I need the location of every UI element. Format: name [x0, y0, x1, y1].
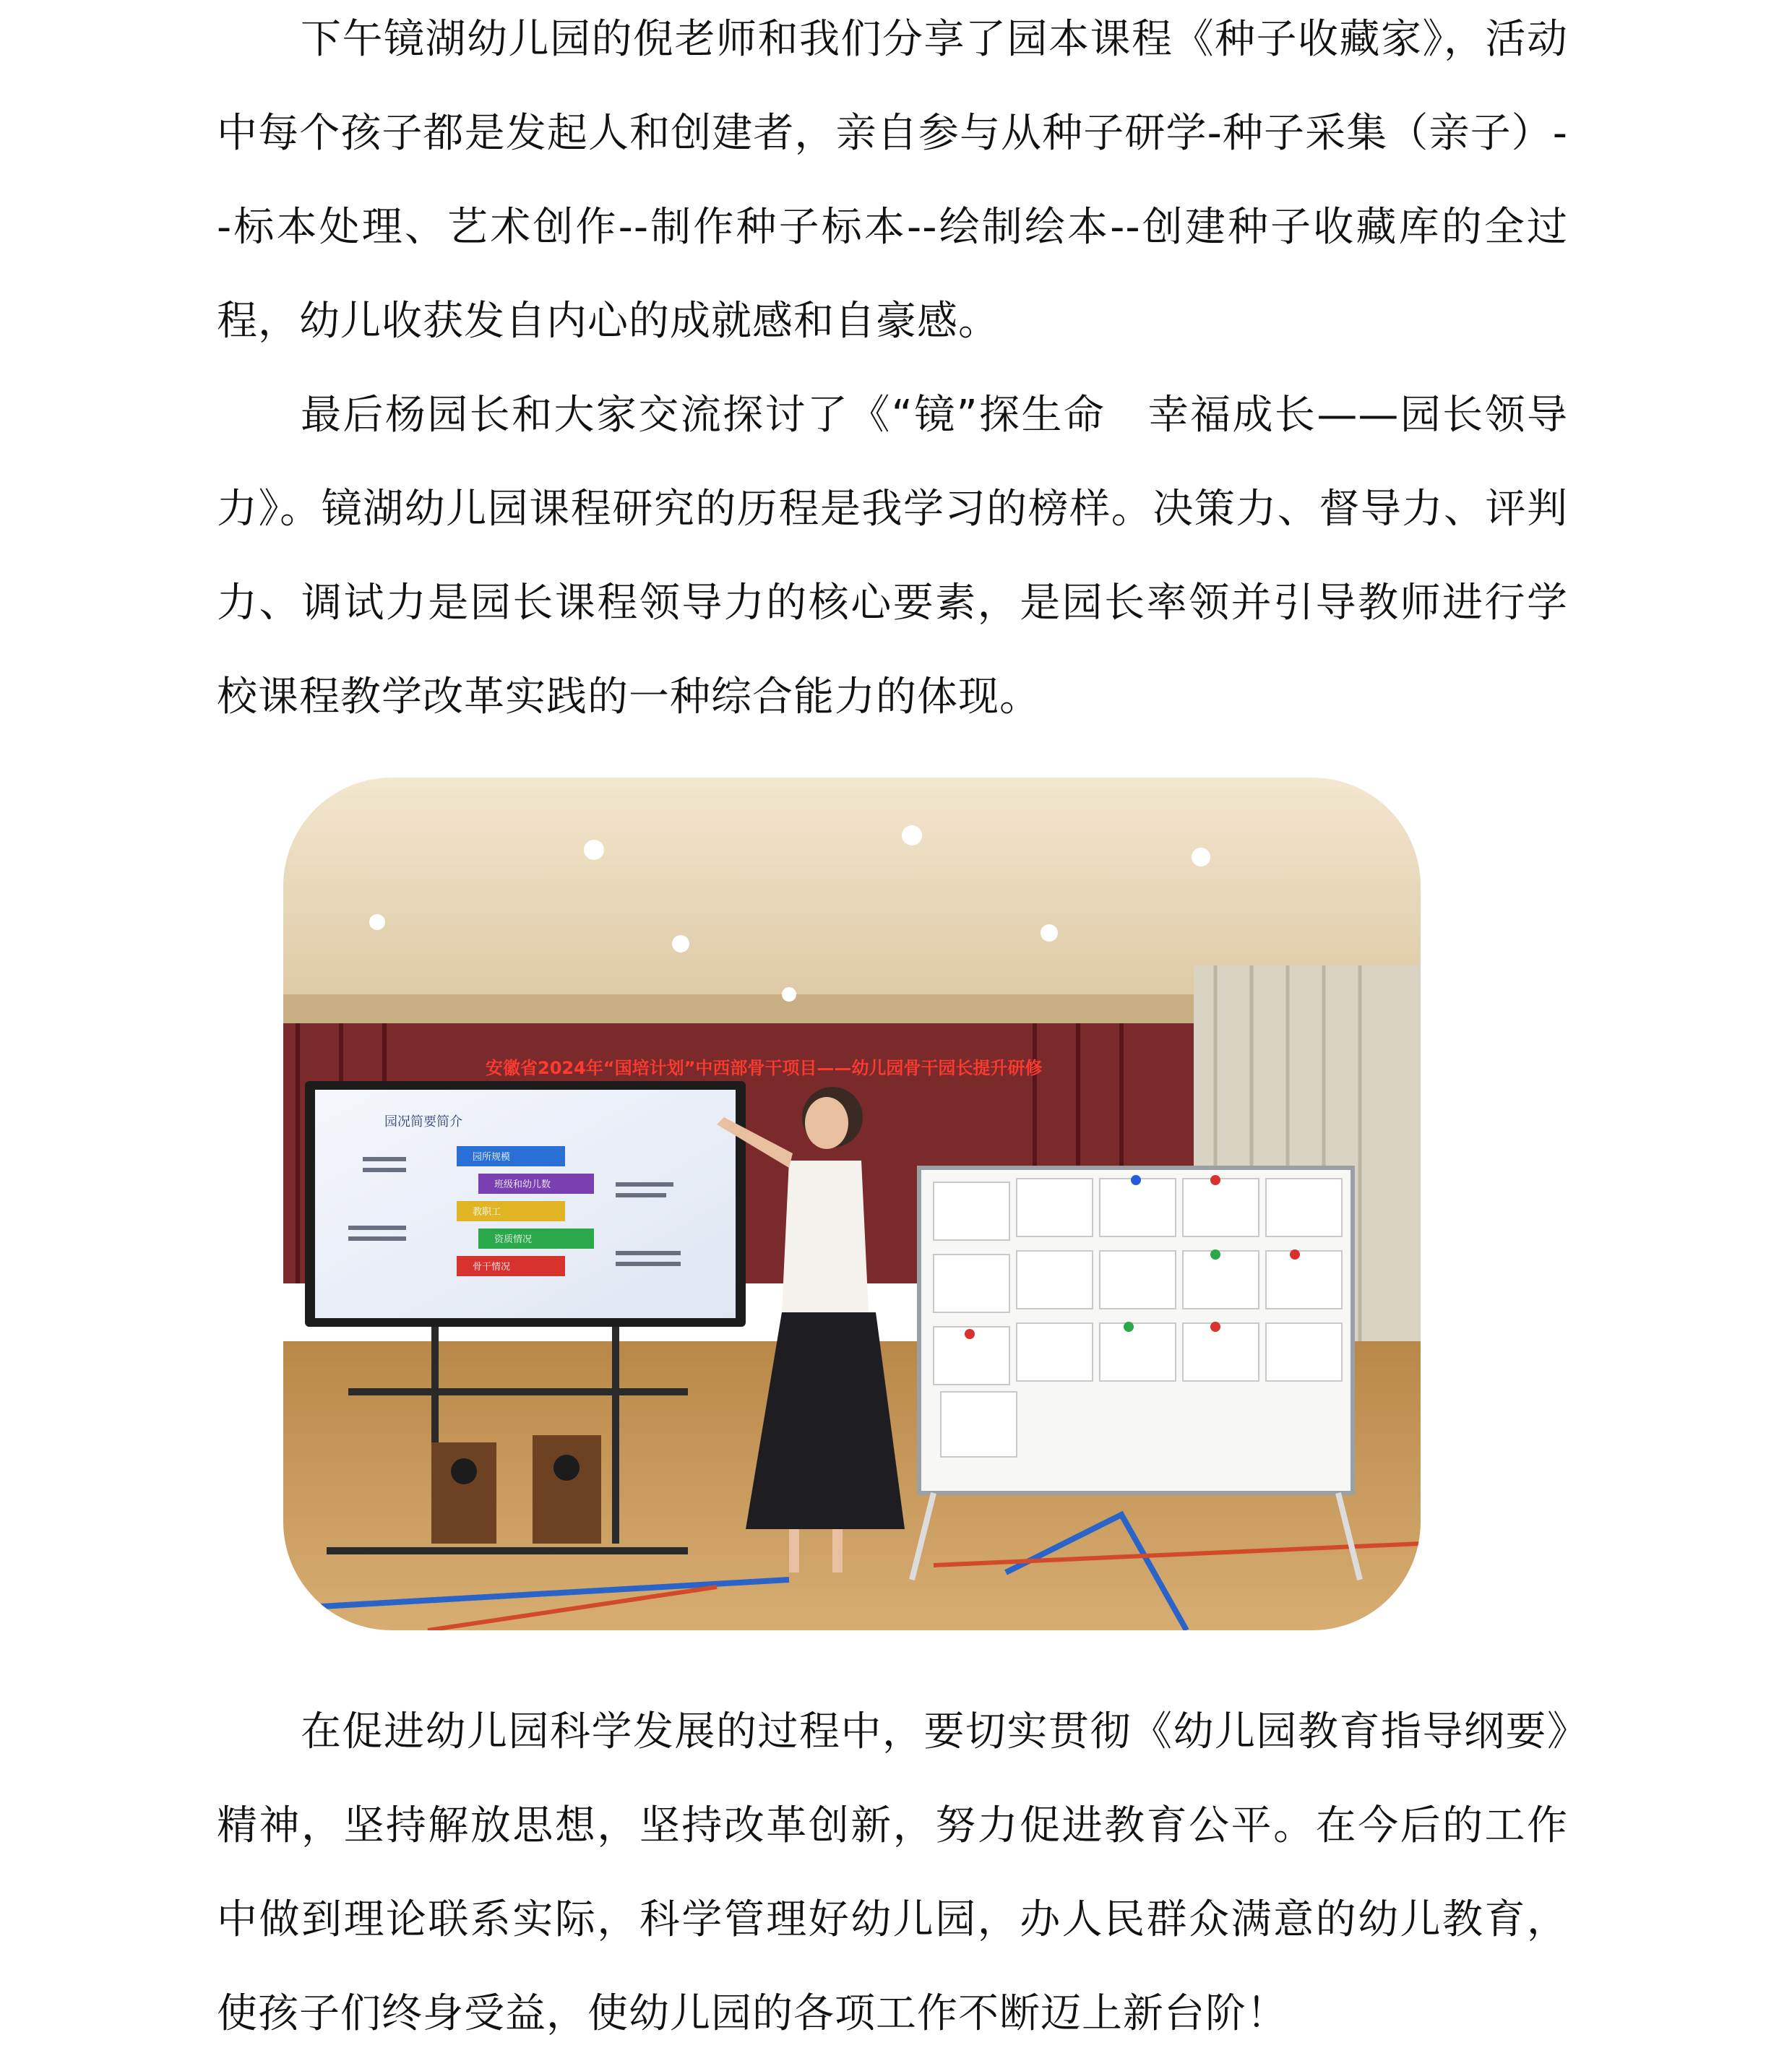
slide-item-5: 骨干情况 — [473, 1262, 511, 1273]
slide-title: 园况简要简介 — [384, 1114, 462, 1130]
slide-item-2: 班级和幼儿数 — [494, 1179, 551, 1190]
speaker-left — [431, 1442, 496, 1544]
slide-item-3: 教职工 — [473, 1207, 501, 1218]
banner-text: 安徽省2024年“国培计划”中西部骨干项目——幼儿园骨干园长提升研修 — [486, 1058, 1043, 1078]
lecture-photo — [283, 778, 1421, 1630]
paragraph-conclusion: 在促进幼儿园科学发展的过程中，要切实贯彻《幼儿园教育指导纲要》精神，坚持解放思想，坚持改革创新，努力促进教育公平。在今后的工作中做到理论联系实际，科学管理好幼儿园，办人民群众满意的幼儿教育，使孩子们终身受益，使幼儿园的各项工作不断迈上新台阶！ — [217, 1708, 1568, 2037]
speaker-right — [533, 1435, 601, 1544]
paragraph-leadership: 最后杨园长和大家交流探讨了《“镜”探生命 幸福成长——园长领导力》。镜湖幼儿园课程研究的历程是我学习的榜样。决策力、督导力、评判力、调试力是园长课程领导力的核心要素，是园长率领并引导教师进行学校课程教学改革实践的一种综合能力的体现。 — [217, 392, 1568, 720]
lecture-photo-illustration — [283, 778, 1421, 1630]
slide-item-1: 园所规模 — [473, 1152, 511, 1163]
slide-item-4: 资质情况 — [494, 1234, 533, 1245]
paragraph-course-sharing: 下午镜湖幼儿园的倪老师和我们分享了园本课程《种子收藏家》，活动中每个孩子都是发起人和创建者，亲自参与从种子研学-种子采集（亲子）--标本处理、艺术创作--制作种子标本--绘制绘本--创建种子收藏库的全过程，幼儿收获发自内心的成就感和自豪感。 — [217, 16, 1568, 345]
